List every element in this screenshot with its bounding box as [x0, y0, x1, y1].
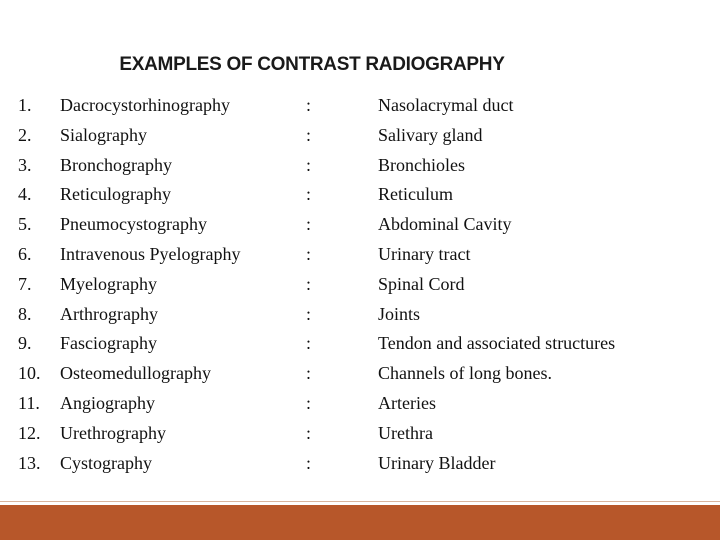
- procedure-name: Cystography: [60, 452, 152, 473]
- list-item: [0, 389, 720, 419]
- list-item: [0, 449, 720, 479]
- procedure-name: Fasciography: [60, 333, 157, 354]
- item-number: 2.: [18, 124, 32, 145]
- procedure-name: Pneumocystography: [60, 214, 207, 235]
- target-structure: Channels of long bones.: [378, 363, 552, 384]
- list-item: [0, 270, 720, 300]
- separator: :: [306, 303, 312, 324]
- target-structure: Tendon and associated structures: [378, 333, 616, 354]
- item-number: 7.: [18, 273, 32, 294]
- list-item: [0, 329, 720, 359]
- procedure-name: Sialography: [60, 124, 147, 145]
- list-item: [0, 180, 720, 210]
- item-number: 4.: [18, 184, 32, 205]
- separator: :: [306, 214, 312, 235]
- procedure-name: Intravenous Pyelography: [60, 243, 241, 264]
- radiography-list: [0, 91, 720, 478]
- separator: :: [306, 243, 312, 264]
- item-number: 12.: [18, 422, 41, 443]
- item-number: 1.: [18, 95, 32, 115]
- target-structure: Joints: [378, 303, 421, 324]
- list-item: [0, 210, 720, 240]
- item-number: 9.: [18, 333, 32, 354]
- item-number: 11.: [18, 392, 40, 413]
- target-structure: Urinary tract: [378, 243, 471, 264]
- procedure-name: Urethrography: [60, 422, 166, 443]
- procedure-name: Angiography: [60, 392, 155, 413]
- separator: :: [306, 363, 312, 384]
- item-number: 8.: [18, 303, 32, 324]
- separator: :: [306, 333, 312, 354]
- target-structure: Spinal Cord: [378, 273, 465, 294]
- target-structure: Bronchioles: [378, 154, 465, 175]
- separator: :: [306, 392, 312, 413]
- procedure-name: Bronchography: [60, 154, 172, 175]
- item-number: 10.: [18, 363, 41, 384]
- footer-divider: [0, 501, 720, 502]
- target-structure: Salivary gland: [378, 124, 483, 145]
- list-item: [0, 240, 720, 270]
- footer-bar: [0, 505, 720, 540]
- separator: :: [306, 452, 312, 473]
- procedure-name: Reticulography: [60, 184, 171, 205]
- procedure-name: Arthrography: [60, 303, 158, 324]
- separator: :: [306, 184, 312, 205]
- item-number: 5.: [18, 214, 32, 235]
- slide-title-text: EXAMPLES OF CONTRAST RADIOGRAPHY: [119, 54, 505, 75]
- target-structure: Urethra: [378, 422, 433, 443]
- target-structure: Reticulum: [378, 184, 453, 205]
- target-structure: Arteries: [378, 392, 436, 413]
- separator: :: [306, 124, 312, 145]
- procedure-name: Osteomedullography: [60, 363, 211, 384]
- separator: :: [306, 273, 312, 294]
- list-item: [0, 151, 720, 181]
- item-number: 3.: [18, 154, 32, 175]
- list-item: [0, 121, 720, 151]
- target-structure: Nasolacrymal duct: [378, 95, 514, 115]
- separator: :: [306, 422, 312, 443]
- procedure-name: Myelography: [60, 273, 157, 294]
- slide-title: [0, 54, 720, 76]
- list-item: [0, 91, 720, 121]
- item-number: 13.: [18, 452, 41, 473]
- target-structure: Abdominal Cavity: [378, 214, 512, 235]
- target-structure: Urinary Bladder: [378, 452, 496, 473]
- item-number: 6.: [18, 243, 32, 264]
- list-item: [0, 300, 720, 330]
- list-item: [0, 359, 720, 389]
- list-item: [0, 419, 720, 449]
- separator: :: [306, 95, 312, 115]
- separator: :: [306, 154, 312, 175]
- procedure-name: Dacrocystorhinography: [60, 95, 230, 115]
